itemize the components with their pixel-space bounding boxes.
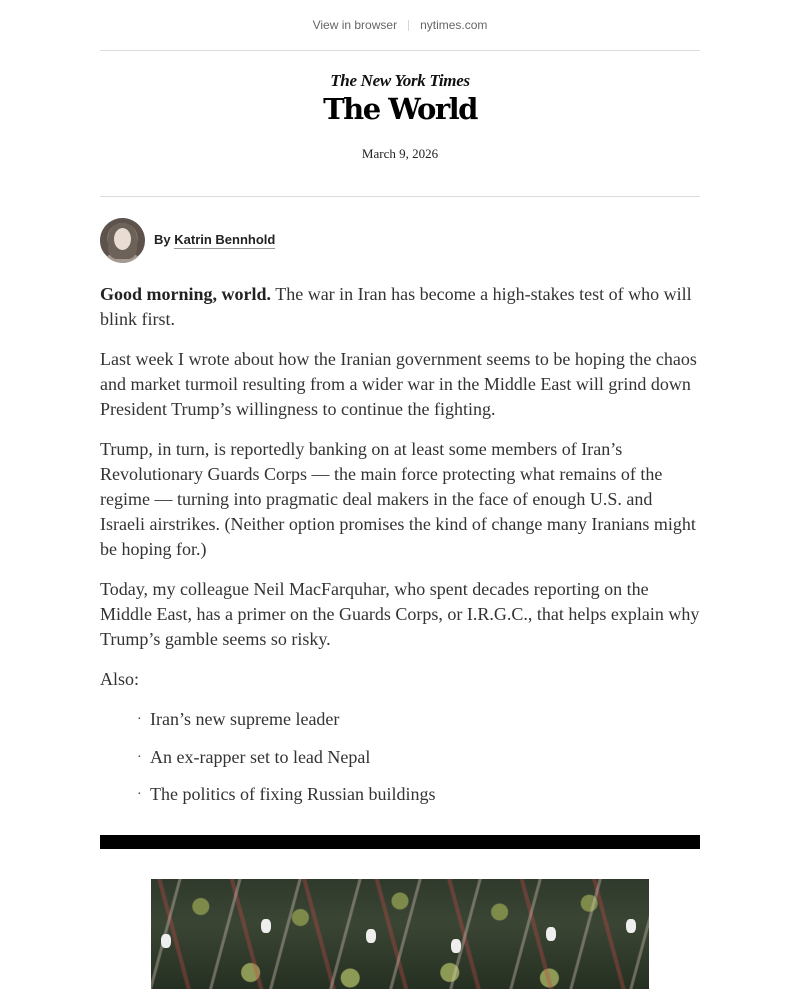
paragraph-2: Trump, in turn, is reportedly banking on at least some members of Iran’s Revolutionary Guards Corps — the main force protecting what remains of the regime — turning into pragmatic deal makers in the face of enough U.S. and Israeli airstrikes. (Neither option promises the kind of change many Iranians might be hoping for.): [100, 439, 696, 559]
hero-image-irgc-parade[interactable]: [151, 879, 649, 989]
also-link-nepal[interactable]: An ex-rapper set to lead Nepal: [150, 746, 371, 767]
author-avatar: [100, 218, 145, 263]
glove-shape: [261, 919, 271, 933]
glove-shape: [626, 919, 636, 933]
nyt-logo[interactable]: The New York Times: [330, 71, 470, 90]
section-divider-bar: [100, 835, 700, 849]
list-item: [137, 707, 700, 732]
intro-paragraph: [100, 282, 700, 332]
paragraph-1: Last week I wrote about how the Iranian government seems to be hoping the chaos and market turmoil resulting from a wider war in the Middle East will grind down President Trump’s willingness to continue the fighting.: [100, 349, 697, 419]
also-link-russian-buildings[interactable]: The politics of fixing Russian buildings: [150, 784, 436, 804]
masthead: [100, 51, 700, 196]
bullet-icon: ·: [137, 712, 142, 727]
glove-shape: [366, 929, 376, 943]
byline-text: [154, 232, 275, 247]
bullet-icon: ·: [137, 787, 142, 802]
author-link[interactable]: Katrin Bennhold: [174, 232, 276, 247]
glove-shape: [161, 934, 171, 948]
newsletter-title: The World: [323, 92, 477, 126]
nytimes-link[interactable]: nytimes.com: [420, 18, 488, 32]
greeting: Good morning, world.: [100, 284, 272, 304]
also-label: Also:: [100, 669, 140, 689]
paragraph-3: Today, my colleague Neil MacFarquhar, who spent decades reporting on the Middle East, has a primer on the Guards Corps, or I.R.G.C., that helps explain why Trump’s gamble seems so risky.: [100, 579, 700, 649]
intro-text: The war in Iran has become a high-stakes test of who will blink first.: [100, 284, 692, 329]
top-links-bar: [0, 0, 800, 50]
link-divider: [408, 20, 409, 31]
bullet-icon: ·: [137, 749, 142, 765]
avatar-face: [114, 228, 131, 250]
issue-date: March 9, 2026: [361, 146, 439, 161]
also-link-supreme-leader[interactable]: Iran’s new supreme leader: [150, 709, 340, 729]
glove-shape: [546, 927, 556, 941]
byline-prefix: By: [154, 232, 171, 247]
view-in-browser-link[interactable]: View in browser: [312, 18, 398, 32]
list-item: [137, 745, 700, 770]
glove-shape: [451, 939, 461, 953]
newsletter-body: [100, 282, 700, 807]
byline: [100, 197, 700, 282]
also-list: [137, 707, 700, 807]
list-item: [137, 782, 700, 807]
